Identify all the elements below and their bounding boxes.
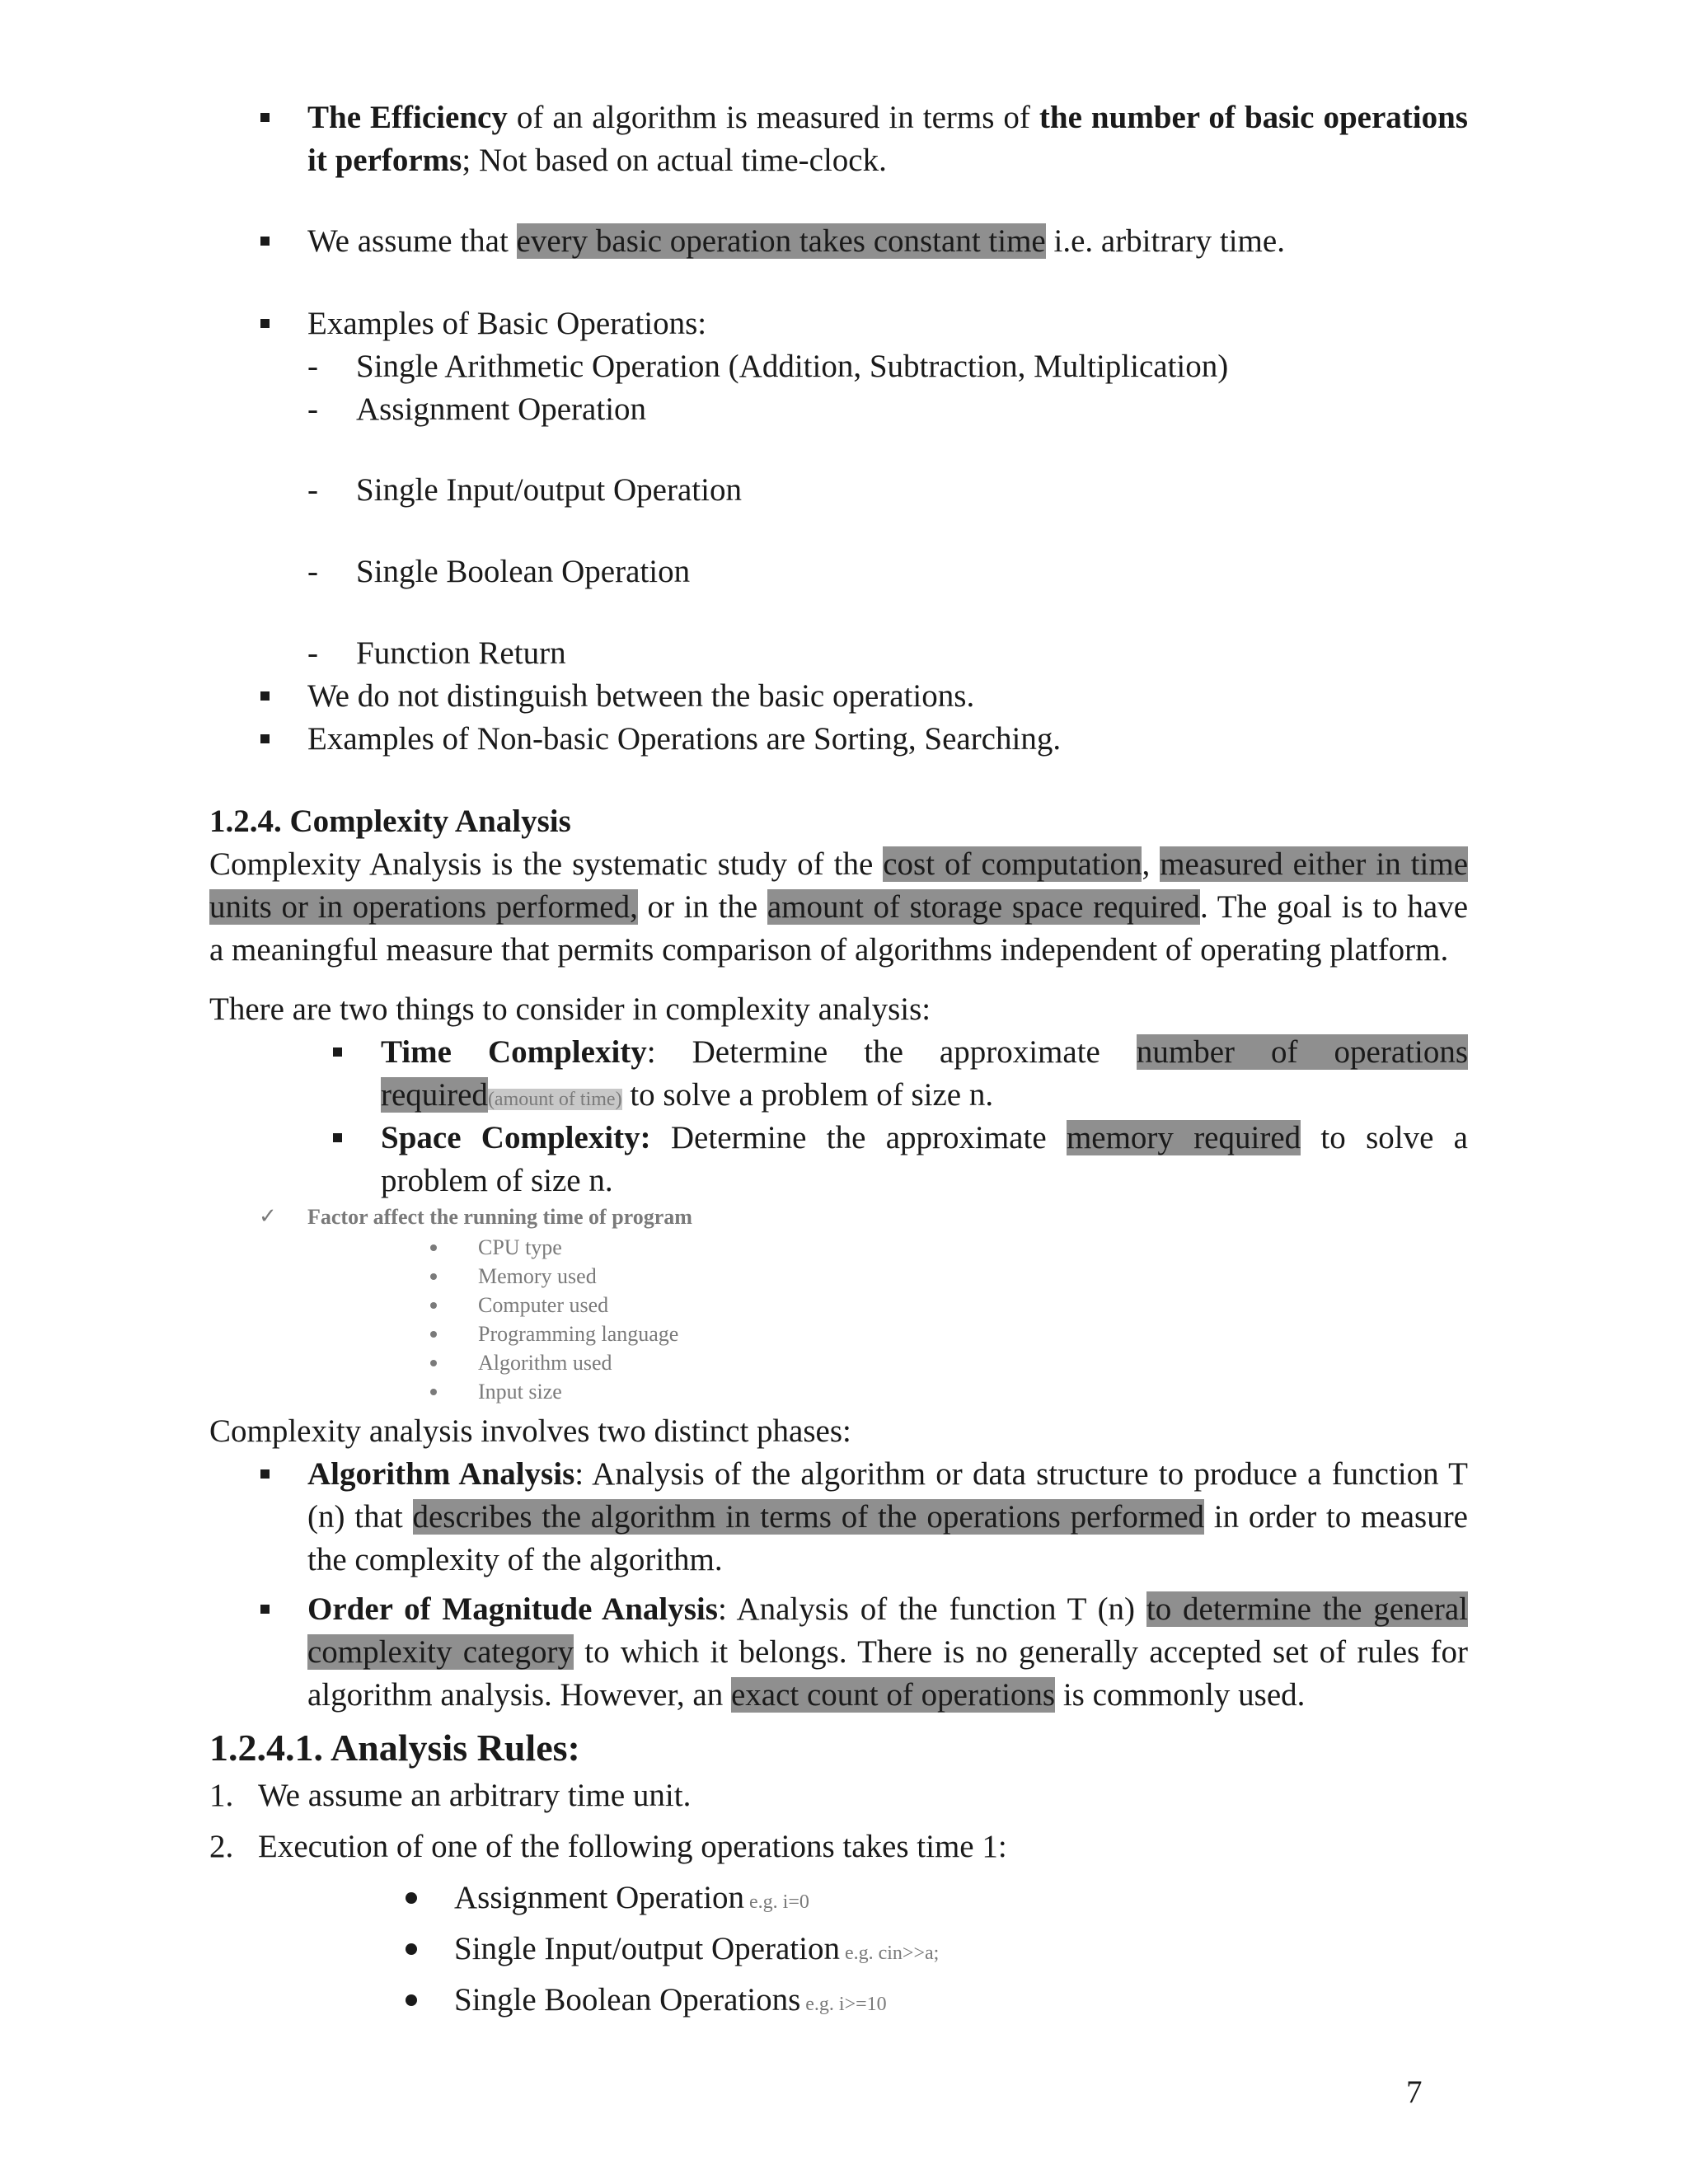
dash-marker: - xyxy=(307,349,318,384)
highlight: number of operations xyxy=(1136,1034,1468,1070)
bullet-square xyxy=(260,734,270,743)
complexity-para-line-2 xyxy=(209,886,1468,929)
bullet-square xyxy=(260,113,270,122)
factor-item: Algorithm used xyxy=(478,1351,612,1375)
rule-bullet xyxy=(406,1994,417,2006)
bullet-square xyxy=(260,1469,270,1479)
dash-marker: - xyxy=(307,635,318,671)
order-analysis-line-3 xyxy=(307,1674,1305,1717)
highlight: units or in operations performed, xyxy=(209,889,638,925)
text: . The goal is to have xyxy=(1200,889,1468,925)
time-complexity-line-1 xyxy=(381,1031,1468,1074)
space-complexity-line-1 xyxy=(381,1117,1468,1160)
text: : Determine the approximate xyxy=(646,1034,1137,1070)
example-item: Assignment Operation xyxy=(356,391,647,427)
rule-item-text: Assignment Operation xyxy=(454,1880,745,1915)
text: to solve a xyxy=(1301,1120,1468,1155)
highlight: amount of storage space required xyxy=(767,889,1201,925)
algorithm-analysis-line-3: the complexity of the algorithm. xyxy=(307,1542,723,1577)
highlight: cost of computation xyxy=(883,846,1142,882)
rule-text: Execution of one of the following operations takes time 1: xyxy=(258,1829,1007,1864)
highlight: memory required xyxy=(1066,1120,1301,1155)
rule-number: 2. xyxy=(209,1829,234,1864)
highlight: exact count of operations xyxy=(730,1677,1056,1713)
order-analysis-line-2 xyxy=(307,1631,1468,1674)
text: to solve a problem of size n. xyxy=(621,1077,994,1113)
text: Complexity Analysis is the systematic study of the xyxy=(209,846,884,882)
factor-bullet xyxy=(430,1244,437,1251)
bold-term: The Efficiency xyxy=(307,100,508,135)
factor-item: Input size xyxy=(478,1380,562,1404)
bold-term: Order of Magnitude Analysis xyxy=(307,1591,718,1627)
highlight: describes the algorithm in terms of the operations performed xyxy=(412,1499,1205,1535)
factor-bullet xyxy=(430,1389,437,1395)
algorithm-analysis-line-1 xyxy=(307,1453,1468,1496)
rule-item xyxy=(454,1928,939,1975)
highlight: to determine the general xyxy=(1146,1591,1468,1627)
bold-term: the number of basic operations xyxy=(1039,100,1468,135)
section-heading xyxy=(209,800,571,843)
highlight: measured either in time xyxy=(1160,846,1469,882)
factor-item: Memory used xyxy=(478,1264,597,1288)
bullet-square xyxy=(260,1605,270,1614)
text: algorithm analysis. However, an xyxy=(307,1677,731,1713)
efficiency-line-1 xyxy=(307,96,1468,139)
factor-item: Computer used xyxy=(478,1293,609,1317)
text: to which it belongs. There is no generally accepted set of rules for xyxy=(574,1634,1468,1670)
phases-intro: Complexity analysis involves two distinct phases: xyxy=(209,1413,851,1449)
examples-heading: Examples of Basic Operations: xyxy=(307,306,707,341)
bold-term: Space Complexity: xyxy=(381,1120,651,1155)
two-things-line: There are two things to consider in complexity analysis: xyxy=(209,991,931,1027)
bullet-text: We do not distinguish between the basic operations. xyxy=(307,678,975,714)
rule-item-example: e.g. cin>>a; xyxy=(839,1943,940,1964)
bullet-square xyxy=(333,1047,342,1057)
text: We assume that xyxy=(307,223,517,259)
example-item: Single Input/output Operation xyxy=(356,472,742,508)
factor-item: CPU type xyxy=(478,1235,562,1259)
highlight: complexity category xyxy=(307,1634,574,1670)
rule-text: We assume an arbitrary time unit. xyxy=(258,1778,692,1813)
text: in order to measure xyxy=(1204,1499,1468,1535)
text: : Analysis of the algorithm or data structure to produce a function T xyxy=(574,1456,1468,1492)
factor-heading-text: Factor affect the running time of program xyxy=(307,1205,692,1229)
dash-marker: - xyxy=(307,391,318,427)
text: , xyxy=(1142,846,1160,882)
dash-marker: - xyxy=(307,554,318,589)
factor-heading xyxy=(307,1203,692,1231)
text: i.e. arbitrary time. xyxy=(1045,223,1285,259)
time-complexity-line-2 xyxy=(381,1074,993,1121)
bold-term: Algorithm Analysis xyxy=(307,1456,575,1492)
bold-term: it performs xyxy=(307,143,462,178)
subsection-heading-text: 1.2.4.1. Analysis Rules: xyxy=(209,1727,580,1769)
rule-item-text: Single Input/output Operation xyxy=(454,1931,840,1966)
order-analysis-line-1 xyxy=(307,1588,1468,1631)
text: (n) that xyxy=(307,1499,413,1535)
bold-term: Time Complexity xyxy=(381,1034,647,1070)
space-complexity-line-2: problem of size n. xyxy=(381,1163,613,1198)
rule-bullet xyxy=(406,1892,417,1904)
bullet-square xyxy=(260,691,270,701)
rule-item-example: e.g. i=0 xyxy=(744,1891,809,1913)
section-number: 1.2.4. xyxy=(209,804,282,839)
example-item: Single Arithmetic Operation (Addition, Subtraction, Multiplication) xyxy=(356,349,1229,384)
bullet-square xyxy=(333,1133,342,1142)
factor-item: Programming language xyxy=(478,1322,679,1346)
constant-time-line xyxy=(307,220,1285,263)
text: is commonly used. xyxy=(1055,1677,1306,1713)
dash-marker: - xyxy=(307,472,318,508)
check-icon: ✓ xyxy=(259,1204,277,1228)
text: : Analysis of the function T (n) xyxy=(717,1591,1146,1627)
efficiency-line-2 xyxy=(307,139,887,182)
rule-item xyxy=(454,1979,887,2026)
rule-item-example: e.g. i>=10 xyxy=(800,1994,887,2015)
factor-bullet xyxy=(430,1273,437,1280)
text: Determine the approximate xyxy=(650,1120,1067,1155)
complexity-para-line-3: a meaningful measure that permits comparison of algorithms independent of operating platform. xyxy=(209,932,1449,968)
text: ; Not based on actual time-clock. xyxy=(462,143,887,178)
section-title: Complexity Analysis xyxy=(289,804,571,839)
rule-bullet xyxy=(406,1943,417,1955)
example-item: Single Boolean Operation xyxy=(356,554,691,589)
subsection-heading xyxy=(209,1725,580,1771)
bullet-text: Examples of Non-basic Operations are Sorting, Searching. xyxy=(307,721,1062,757)
factor-bullet xyxy=(430,1360,437,1366)
page-number: 7 xyxy=(1406,2074,1423,2110)
rule-number: 1. xyxy=(209,1778,234,1813)
text: of an algorithm is measured in terms of xyxy=(507,100,1039,135)
rule-item-text: Single Boolean Operations xyxy=(454,1982,801,2018)
factor-bullet xyxy=(430,1302,437,1309)
algorithm-analysis-line-2 xyxy=(307,1496,1468,1539)
bullet-square xyxy=(260,237,270,246)
text: or in the xyxy=(637,889,767,925)
factor-bullet xyxy=(430,1331,437,1338)
complexity-para-line-1 xyxy=(209,843,1468,886)
highlight: required xyxy=(381,1077,488,1113)
rule-item xyxy=(454,1877,809,1924)
example-item: Function Return xyxy=(356,635,566,671)
bullet-square xyxy=(260,319,270,328)
note: (amount of time) xyxy=(487,1089,622,1110)
highlight: every basic operation takes constant time xyxy=(516,223,1046,259)
